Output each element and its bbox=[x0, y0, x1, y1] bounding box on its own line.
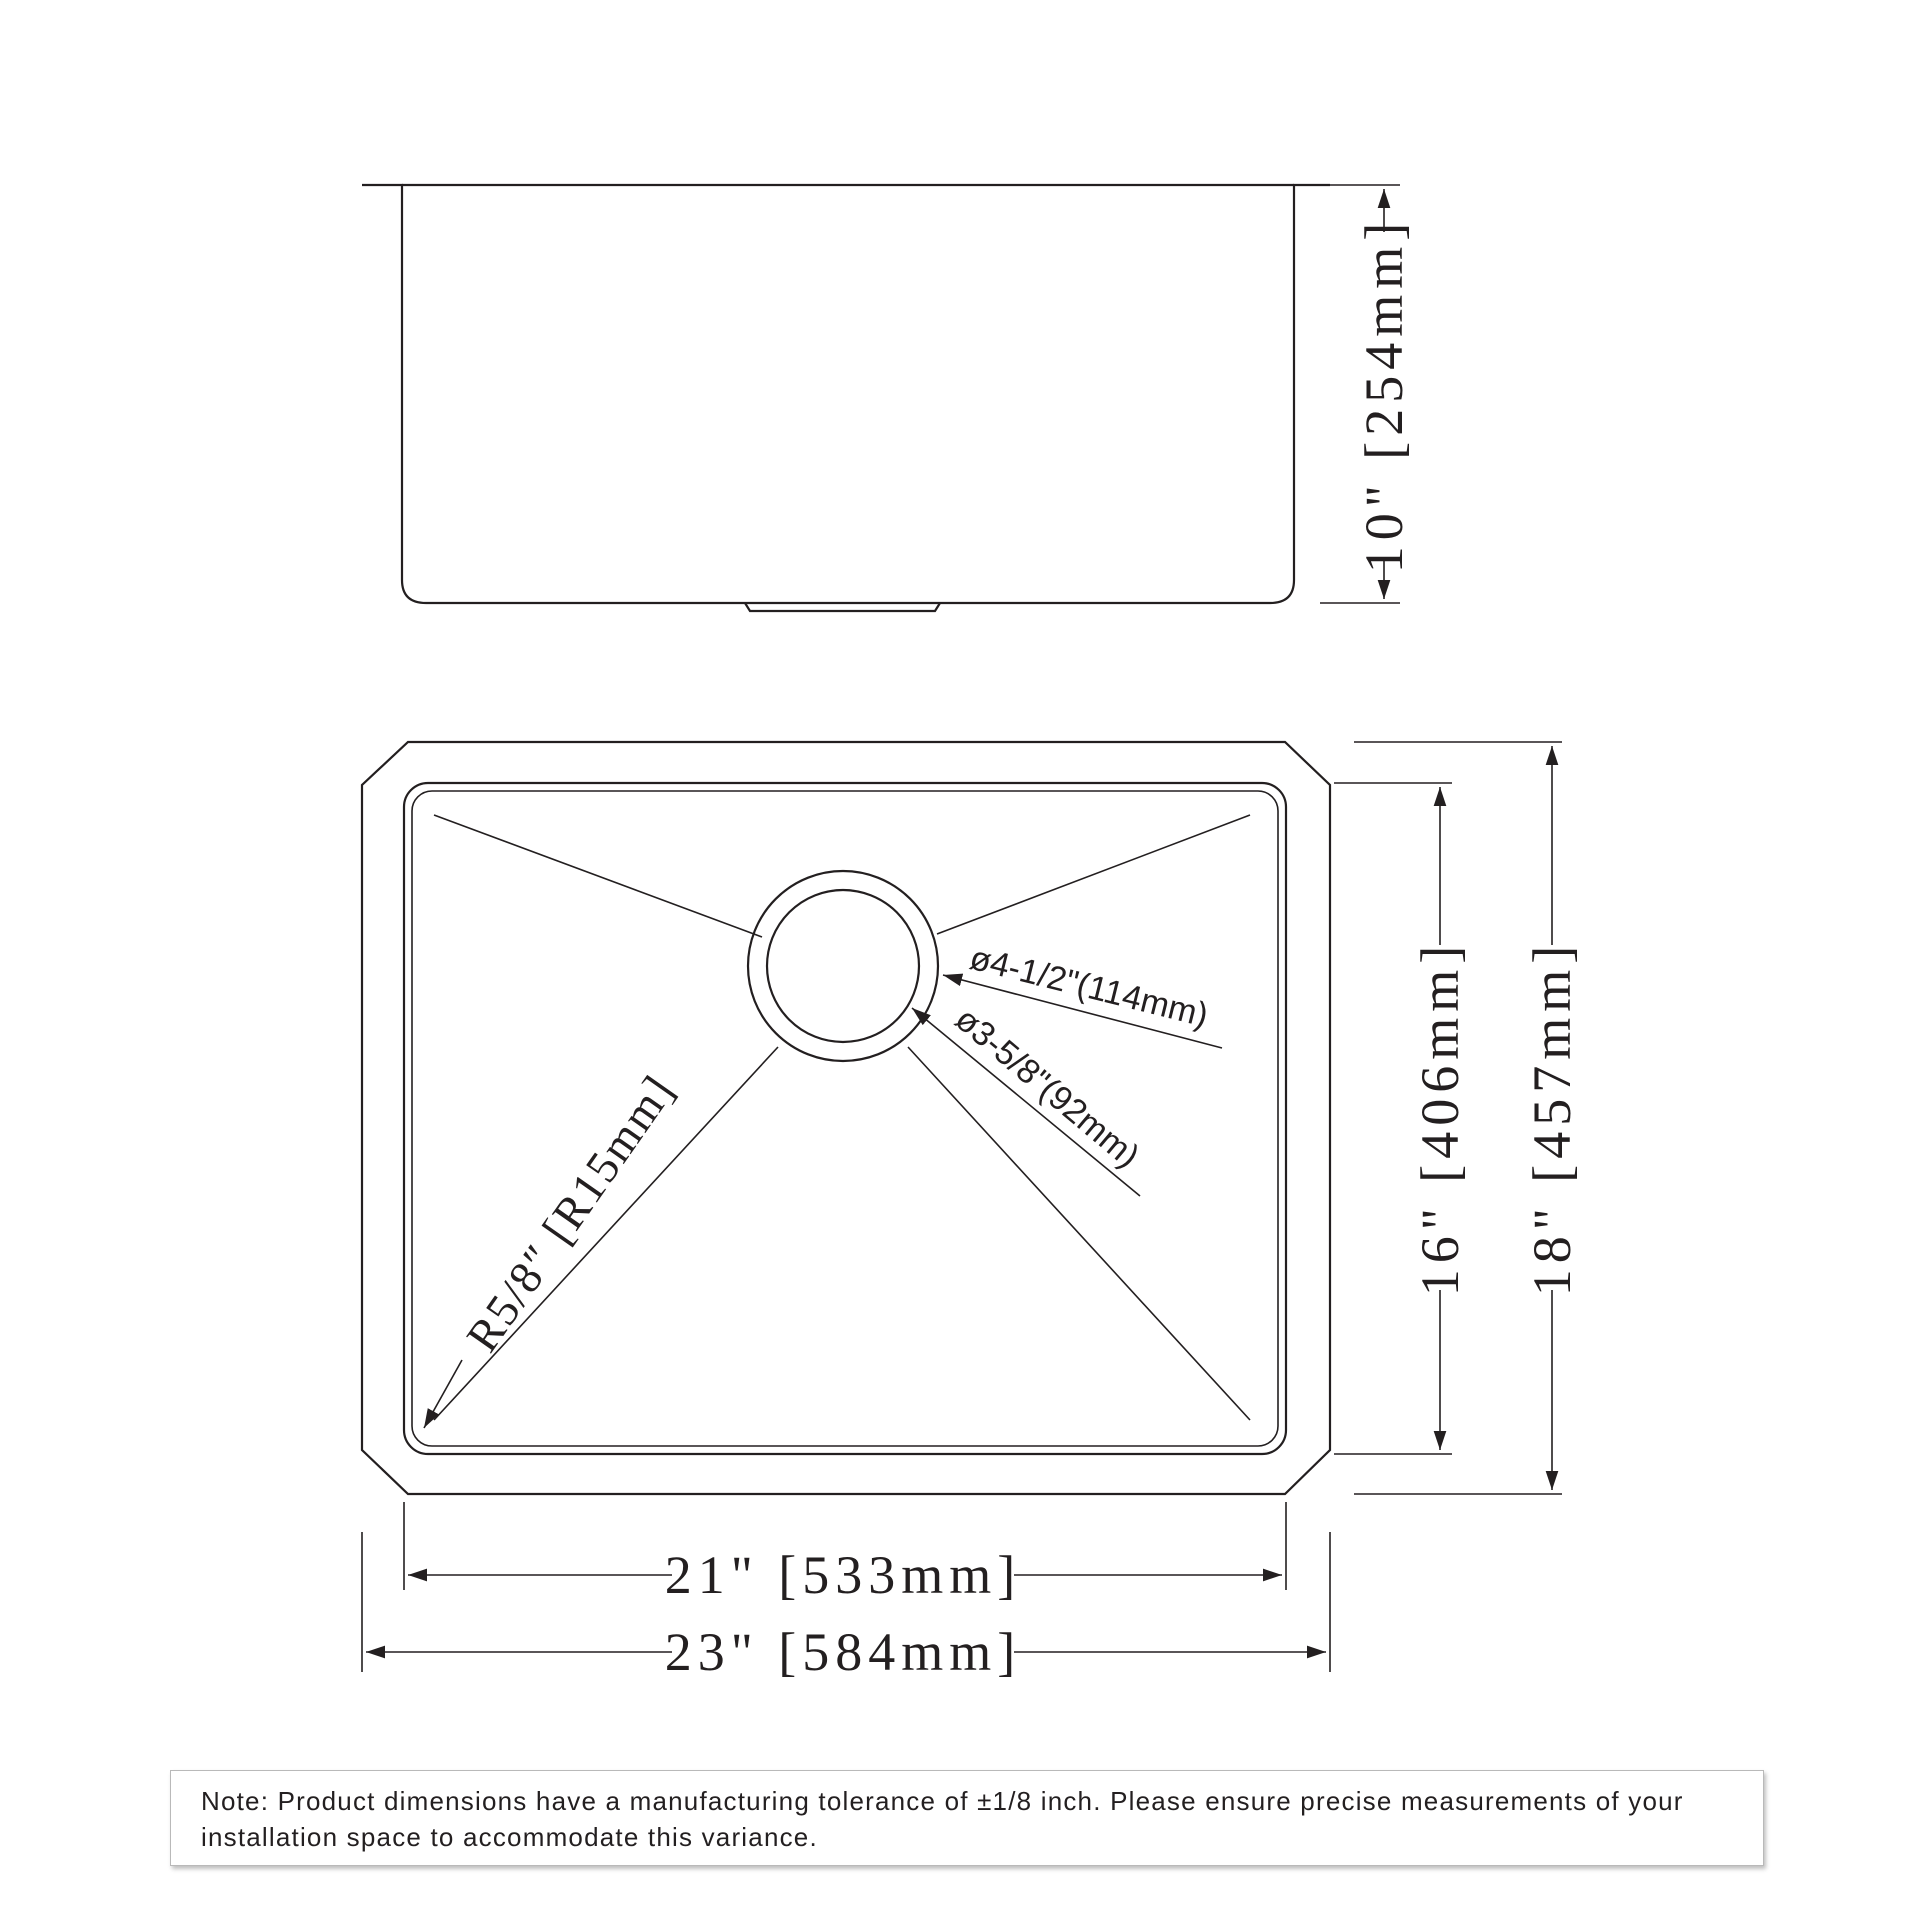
inner-length-label: 16" [406mm] bbox=[1410, 939, 1470, 1297]
groove-line-top-left bbox=[434, 815, 762, 937]
groove-line-top-right bbox=[937, 815, 1250, 934]
sink-side-profile bbox=[362, 185, 1330, 603]
sink-inner-bowl bbox=[404, 783, 1286, 1454]
outer-length-label: 18" [457mm] bbox=[1522, 939, 1582, 1297]
tolerance-note-box bbox=[170, 1770, 1764, 1866]
drain-inner-leader bbox=[912, 1008, 1140, 1196]
drain-inner-ring bbox=[767, 890, 919, 1042]
sink-outer-flange bbox=[362, 742, 1330, 1494]
outer-width-label: 23" [584mm] bbox=[664, 1622, 1022, 1682]
corner-radius-leader bbox=[424, 1360, 462, 1428]
groove-line-bottom-left bbox=[434, 1047, 778, 1420]
drain-inner-diameter-label: ø3-5/8"(92mm) bbox=[947, 1000, 1147, 1176]
drain-outer-ring bbox=[748, 871, 938, 1061]
corner-radius-label: R5/8″ [R15mm] bbox=[456, 1065, 685, 1361]
depth-dimension-label: 10" [254mm] bbox=[1354, 216, 1414, 574]
tolerance-note-text: Note: Product dimensions have a manufacturing tolerance of ±1/8 inch. Please ensure precise measurements of your installation space to accommodate this variance. bbox=[201, 1786, 1684, 1852]
drain-bottom-profile bbox=[745, 603, 940, 611]
inner-width-label: 21" [533mm] bbox=[664, 1545, 1022, 1605]
side-view bbox=[362, 185, 1414, 611]
top-view bbox=[362, 742, 1582, 1682]
drain-outer-diameter-label: ø4-1/2"(114mm) bbox=[966, 938, 1212, 1035]
